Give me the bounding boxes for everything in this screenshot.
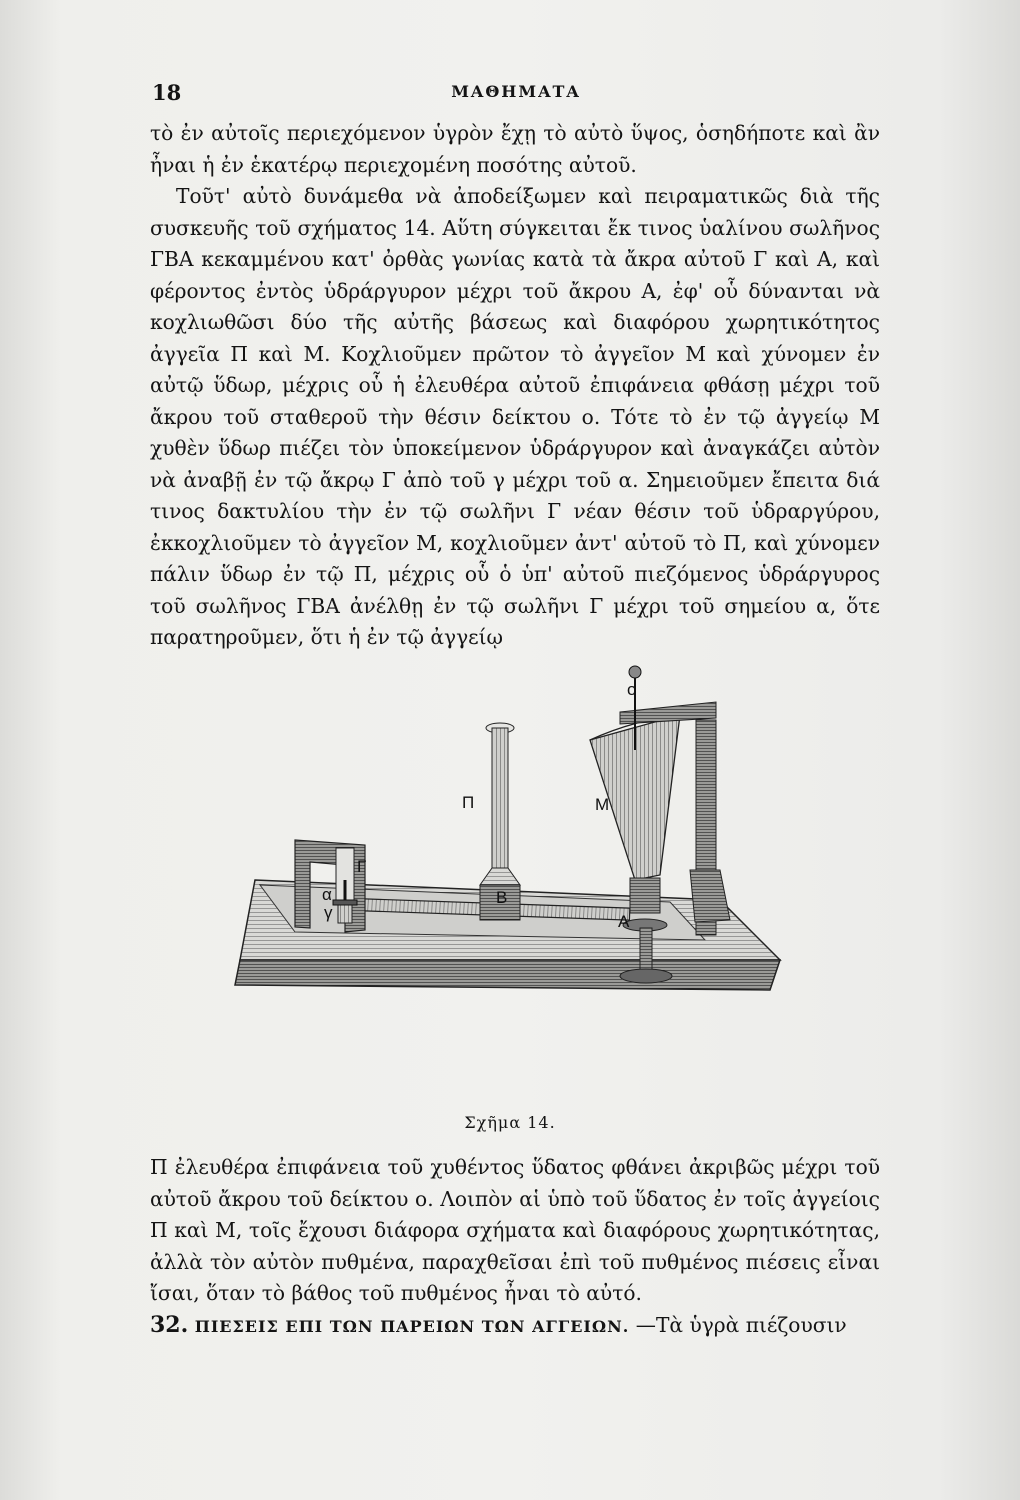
section-heading-line	[150, 1310, 880, 1343]
label-beta: B	[496, 888, 508, 907]
page-number: 18	[152, 80, 182, 105]
paragraph-experiment: Τοῦτ' αὐτὸ δυνάμεθα νὰ ἀποδείξωμεν καὶ πειραματικῶς διὰ τῆς συσκευῆς τοῦ σχήματος 14. Αὕτη σύγκειται ἔκ τινος ὑαλίνου σωλῆνος ΓΒΑ κεκαμμένου κατ' ὀρθὰς γωνίας κατὰ τὰ ἄκρα αὐτοῦ Γ καὶ Α, καὶ φέροντος ἐντὸς ὑδράργυρον μέχρι τοῦ ἄκρου Α, ἐφ' οὗ δύνανται νὰ κοχλιωθῶσι δύο τῆς αὐτῆς βάσεως καὶ διαφόρου χωρητικότητος ἀγγεῖα Π καὶ Μ. Κοχλιοῦμεν πρῶτον τὸ ἀγγεῖον Μ καὶ χύνομεν ἐν αὐτῷ ὕδωρ, μέχρις οὗ ἡ ἐλευθέρα αὐτοῦ ἐπιφάνεια φθάσῃ μέχρι τοῦ ἄκρου τοῦ σταθεροῦ τὴν θέσιν δείκτου ο. Τότε τὸ ἐν τῷ ἀγγείῳ Μ χυθὲν ὕδωρ πιέζει τὸν ὑποκείμενον ὑδράργυρον καὶ ἀναγκάζει αὐτὸν νὰ ἀναβῇ ἐν τῷ ἄκρῳ Γ ἀπὸ τοῦ γ μέχρι τοῦ α. Σημειοῦμεν ἔπειτα διά τινος δακτυλίου τὴν ἐν τῷ σωλῆνι Γ νέαν θέσιν τοῦ ὑδραργύρου, ἐκκοχλιοῦμεν τὸ ἀγγεῖον Μ, κοχλιοῦμεν ἀντ' αὐτοῦ τὸ Π, καὶ χύνομεν πάλιν ὕδωρ ἐν τῷ Π, μέχρις οὗ ὁ ὑπ' αὐτοῦ πιεζόμενος ὑδράργυρος τοῦ σωλῆνος ΓΒΑ ἀνέλθῃ ἐν τῷ σωλῆνι Γ μέχρι τοῦ σημείου α, ὅτε παρατηροῦμεν, ὅτι ἡ ἐν τῷ ἀγγείῳ	[150, 184, 880, 649]
body-text-bottom	[150, 1152, 880, 1310]
section-title: ΠΙΕΣΕΙΣ ΕΠΙ ΤΩΝ ΠΑΡΕΙΩΝ ΤΩΝ ΑΓΓΕΙΩΝ.	[194, 1317, 630, 1336]
figure-caption: Σχῆμα 14.	[464, 1113, 556, 1132]
base-board-edge	[235, 960, 780, 990]
figure-apparatus	[200, 640, 800, 1105]
paragraph-conclusion: Π ἐλευθέρα ἐπιφάνεια τοῦ χυθέντος ὕδατος φθάνει ἀκριβῶς μέχρι τοῦ αὐτοῦ ἄκρου τοῦ δείκτου ο. Λοιπὸν αἱ ὑπὸ τοῦ ὕδατος ἐν τοῖς ἀγγείοις Π καὶ Μ, τοῖς ἔχουσι διάφορα σχήματα καὶ διαφόρους χωρητικότητας, ἀλλὰ τὸν αὐτὸν πυθμένα, παραχθεῖσαι ἐπὶ τοῦ πυθμένος πιέσεις εἶναι ἴσαι, ὅταν τὸ βάθος τοῦ πυθμένος ἦναι τὸ αὐτό.	[150, 1155, 880, 1305]
running-title: ΜΑΘΗΜΑΤΑ	[451, 82, 581, 101]
paragraph-continuation: τὸ ἐν αὐτοῖς περιεχόμενον ὑγρὸν ἔχῃ τὸ αὐτὸ ὕψος, ὁσηδήποτε καὶ ἂν ἦναι ἡ ἐν ἑκατέρῳ περιεχομένη ποσότης αὐτοῦ.	[150, 121, 880, 177]
label-mu: M	[595, 795, 610, 814]
ring-marker	[333, 900, 357, 905]
section-number: 32.	[150, 1312, 189, 1338]
label-pointer-o: o	[627, 680, 637, 699]
label-pi: Π	[462, 793, 475, 812]
apparatus-illustration	[200, 640, 800, 1105]
page-header	[148, 80, 884, 108]
label-alpha-cap: A	[618, 912, 630, 931]
body-text-top	[150, 118, 880, 654]
section-text: —Τὰ ὑγρὰ πιέζουσιν	[635, 1313, 847, 1337]
label-alpha-small: α	[322, 885, 332, 904]
label-gamma-small: γ	[324, 903, 333, 922]
label-gamma: Γ	[357, 857, 367, 876]
